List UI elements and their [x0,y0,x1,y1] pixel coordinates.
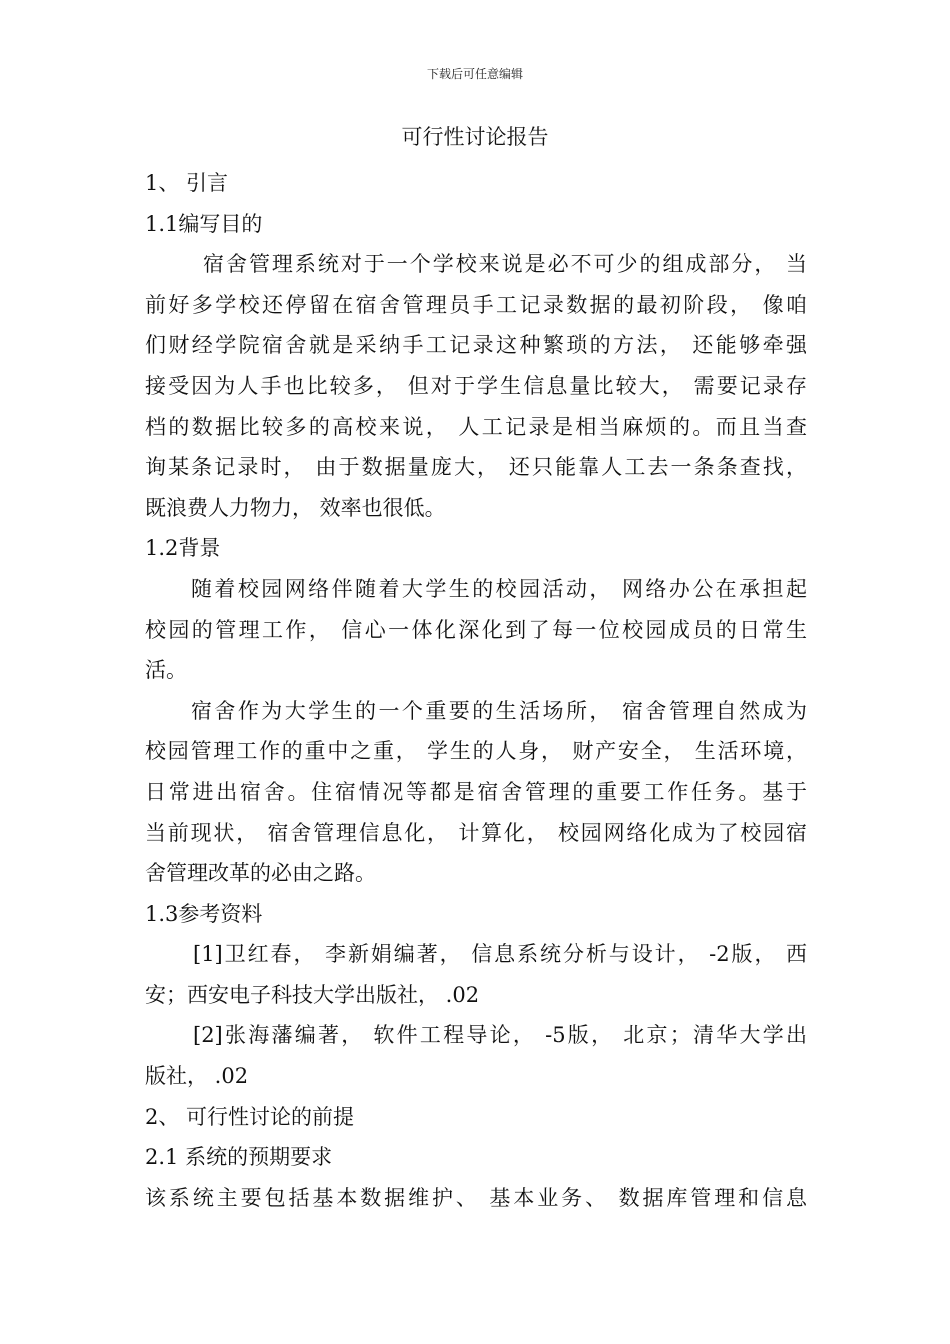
paragraph-line: 询某条记录时， 由于数据量庞大， 还只能靠人工去一条条查找， [145,455,807,480]
subsection-heading-purpose: 1.1编写目的 [145,211,263,236]
paragraph-line: 日常进出宿舍。住宿情况等都是宿舍管理的重要工作任务。基于 [145,779,807,804]
paragraph-line: 们财经学院宿舍就是采纳手工记录这种繁琐的方法， 还能够牵强 [145,333,807,358]
paragraph-line: 该系统主要包括基本数据维护、 基本业务、 数据库管理和信息 [145,1185,807,1210]
reference-line: 安；西安电子科技大学出版社， .02 [145,982,480,1007]
paragraph-line: 舍管理改革的必由之路。 [145,861,376,886]
reference-line: [2]张海藩编著， 软件工程导论， -5版， 北京；清华大学出 [193,1023,807,1048]
subsection-heading-references: 1.3参考资料 [145,901,263,926]
paragraph-line: 接受因为人手也比较多， 但对于学生信息量比较大， 需要记录存 [145,373,807,398]
subsection-heading-background: 1.2背景 [145,536,221,561]
paragraph-line: 宿舍作为大学生的一个重要的生活场所， 宿舍管理自然成为 [191,698,807,723]
paragraph-line: 前好多学校还停留在宿舍管理员手工记录数据的最初阶段， 像咱 [145,292,807,317]
paragraph-line: 随着校园网络伴随着大学生的校园活动， 网络办公在承担起 [191,576,807,601]
reference-line: 版社， .02 [145,1064,249,1089]
header-note: 下载后可任意编辑 [426,67,523,81]
document-body [145,163,807,1218]
paragraph-line: 宿舍管理系统对于一个学校来说是必不可少的组成部分， 当 [203,252,807,277]
paragraph-line: 既浪费人力物力， 效率也很低。 [145,495,446,520]
document-title: 可行性讨论报告 [401,125,549,149]
paragraph-line: 校园管理工作的重中之重， 学生的人身， 财产安全， 生活环境， [145,739,807,764]
subsection-heading-requirements: 2.1 系统的预期要求 [145,1145,333,1170]
paragraph-line: 档的数据比较多的高校来说， 人工记录是相当麻烦的。而且当查 [145,414,807,439]
section-heading-introduction: 1、 引言 [145,171,229,195]
section-heading-premise: 2、 可行性讨论的前提 [145,1104,355,1129]
paragraph-line: 校园的管理工作， 信心一体化深化到了每一位校园成员的日常生 [145,617,807,642]
paragraph-line: 当前现状， 宿舍管理信息化， 计算化， 校园网络化成为了校园宿 [145,820,807,845]
paragraph-line: 活。 [145,658,187,683]
reference-line: [1]卫红春， 李新娟编著， 信息系统分析与设计， -2版， 西 [193,942,807,967]
